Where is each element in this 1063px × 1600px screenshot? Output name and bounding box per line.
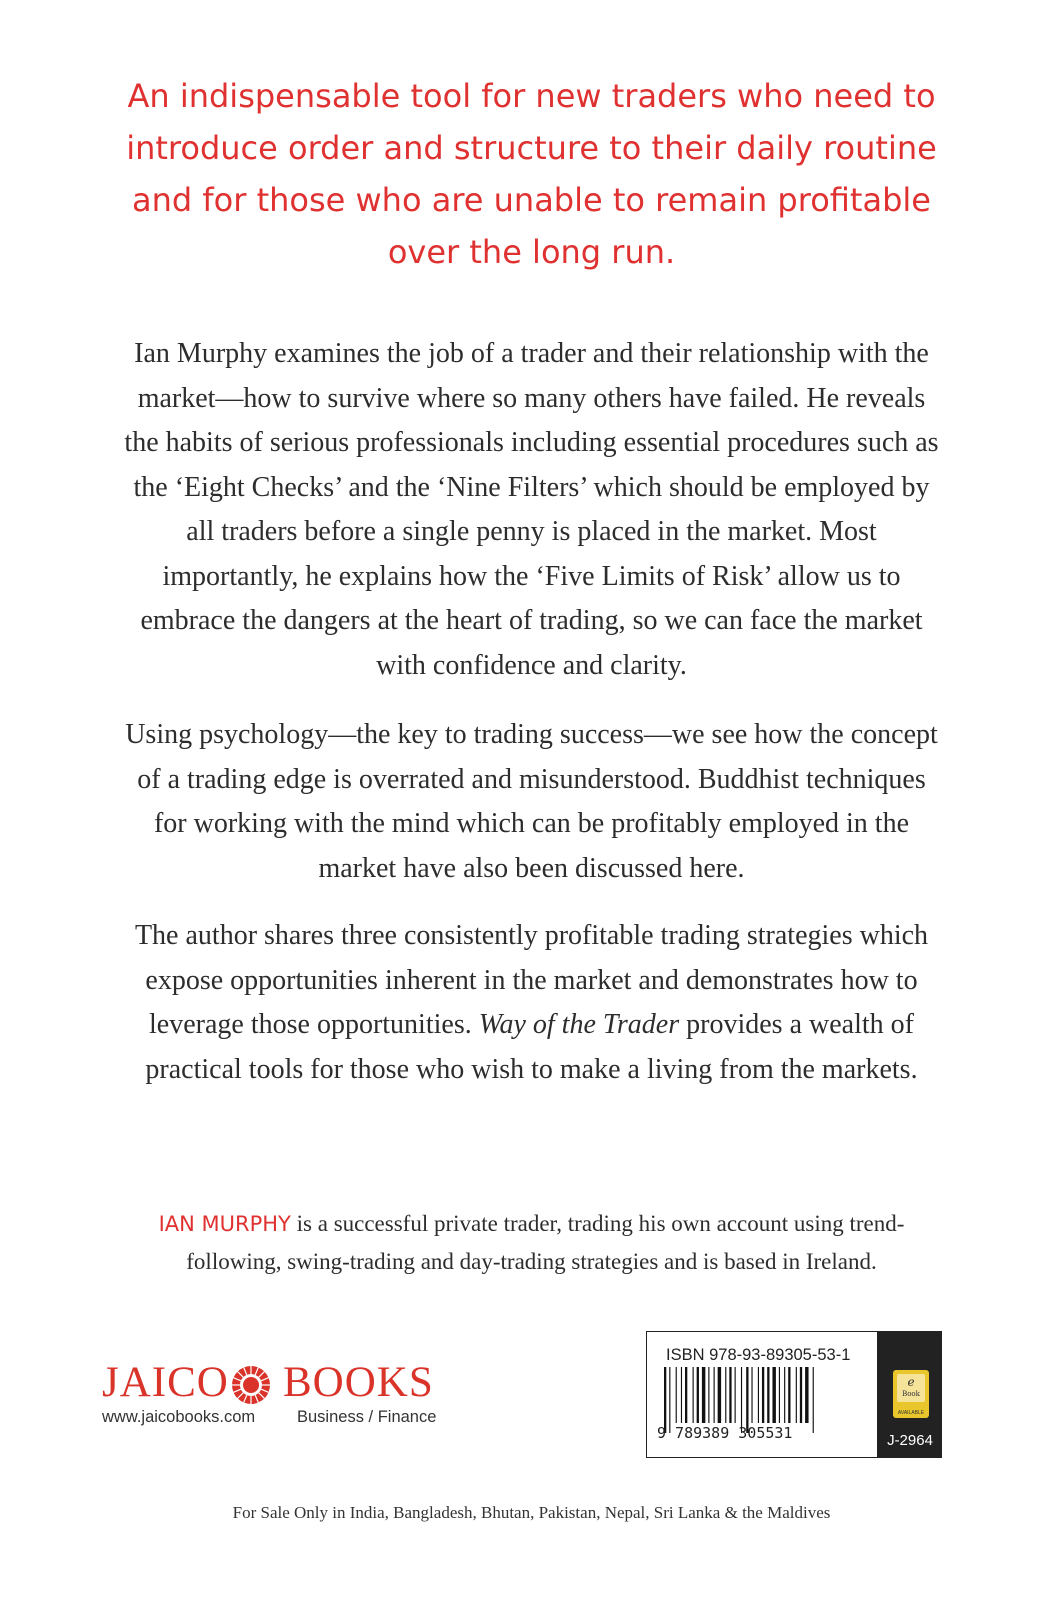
text-line: practical tools for those who wish to make a living from the markets. [145,1053,918,1085]
headline-line: over the long run. [387,233,676,271]
description-paragraph-3 [100,914,963,1092]
text-line: Ian Murphy examines the job of a trader and their relationship with the [134,338,929,369]
text-line: the habits of serious professionals including essential procedures such as [124,427,939,458]
publisher-logo [100,1358,434,1408]
text-line: market—how to survive where so many others have failed. He reveals [137,382,926,414]
text-line: the ‘Eight Checks’ and the ‘Nine Filters’ which should be employed by [133,471,930,503]
headline-line: An indispensable tool for new traders who need to [127,77,936,115]
text-line: Using psychology—the key to trading success—we see how the concept [125,719,938,750]
author-name: IAN MURPHY [158,1212,291,1236]
isbn-number: ISBN 978-93-89305-53-1 [666,1346,851,1364]
text-line: market have also been discussed here. [318,852,745,884]
description-paragraph-2 [100,713,963,891]
ebook-available: AVAILABLE [897,1410,925,1416]
text-line: all traders before a single penny is placed in the market. Most [186,516,877,547]
book-code: J-2964 [887,1432,933,1449]
text-line: embrace the dangers at the heart of trading, so we can face the market [140,605,923,636]
text-line: for working with the mind which can be profitably employed in the [153,808,910,839]
sun-emblem-icon [230,1364,272,1406]
bio-text: is a successful private trader, trading his own account using trend- [296,1211,905,1236]
text-line [100,1003,963,1048]
author-bio [110,1205,953,1281]
bio-line [110,1205,953,1243]
publisher-url: www.jaicobooks.com [102,1408,256,1426]
bio-line: following, swing-trading and day-trading strategies and is based in Ireland. [186,1249,877,1274]
sale-restriction-note: For Sale Only in India, Bangladesh, Bhutan, Pakistan, Nepal, Sri Lanka & the Maldives [232,1503,831,1522]
logo-word-left: JAICO [102,1359,229,1406]
text-line: with confidence and clarity. [376,649,687,681]
description-paragraph-1 [100,332,963,688]
logo-word-right: BOOKS [283,1359,434,1406]
headline-line: and for those who are unable to remain profitable [132,181,931,219]
headline-line: introduce order and structure to their daily routine [126,129,937,167]
text-line: importantly, he explains how the ‘Five Limits of Risk’ allow us to [162,560,901,592]
book-category: Business / Finance [297,1408,437,1426]
ebook-e: e [907,1375,915,1389]
ebook-badge-icon [893,1370,929,1418]
text-line: expose opportunities inherent in the market and demonstrates how to [145,964,918,996]
text-segment: leverage those opportunities. [149,1009,472,1040]
text-line: The author shares three consistently profitable trading strategies which [134,920,929,951]
headline [100,70,963,278]
text-segment: provides a wealth of [686,1009,914,1040]
book-title: Way of the Trader [478,1009,680,1040]
ebook-badge-mark [897,1374,925,1402]
barcode-digits: 9 789389 305531 [657,1424,793,1442]
text-line: of a trading edge is overrated and misunderstood. Buddhist techniques [137,763,926,795]
ebook-label: Book [902,1390,920,1398]
